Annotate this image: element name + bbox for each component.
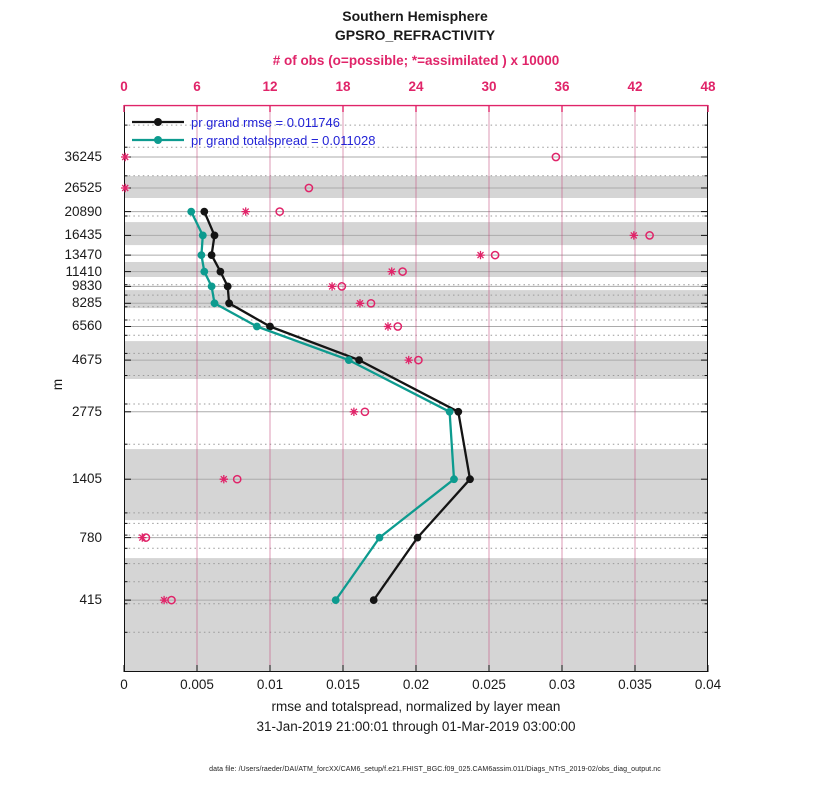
- y-axis-label: m: [50, 378, 66, 391]
- y-tick-label: 4675: [71, 352, 102, 367]
- x-tick-label: 0.015: [326, 677, 360, 692]
- x-tick-label: 0.01: [256, 677, 284, 692]
- bottom-axis-tick-labels: [120, 677, 722, 693]
- legend-label: pr grand rmse = 0.011746: [191, 114, 340, 130]
- legend-line-marker: [130, 133, 186, 147]
- date-range-label: 31-Jan-2019 21:00:01 through 01-Mar-2019 03:00:00: [256, 719, 576, 734]
- obs-axis-tick-label: 42: [627, 79, 643, 94]
- y-tick-label: 1405: [71, 471, 102, 486]
- x-tick-label: 0.03: [548, 677, 576, 692]
- y-tick-label: 26525: [64, 180, 102, 195]
- obs-axis-tick-label: 36: [554, 79, 570, 94]
- plot-area: [124, 105, 708, 672]
- chart-subtitle: GPSRO_REFRACTIVITY: [334, 27, 496, 43]
- obs-axis-tick-label: 48: [700, 79, 716, 94]
- y-tick-label: 20890: [64, 204, 102, 219]
- x-tick-label: 0.025: [472, 677, 506, 692]
- y-tick-label: 8285: [71, 295, 102, 310]
- x-tick-label: 0.005: [180, 677, 214, 692]
- y-tick-label: 13470: [64, 247, 102, 262]
- y-tick-label: 6560: [71, 318, 102, 333]
- x-tick-label: 0.02: [402, 677, 430, 692]
- top-axis-label: # of obs (o=possible; *=assimilated ) x 10000: [272, 53, 560, 68]
- y-tick-label: 36245: [64, 149, 102, 164]
- y-tick-label: 16435: [64, 227, 102, 242]
- top-axis-tick-labels: [120, 79, 716, 96]
- x-tick-label: 0.035: [618, 677, 652, 692]
- legend-label: pr grand totalspread = 0.011028: [191, 132, 376, 148]
- y-tick-label: 780: [79, 530, 102, 545]
- y-tick-label: 415: [79, 592, 102, 607]
- legend-line-marker: [130, 115, 186, 129]
- chart-title: Southern Hemisphere: [342, 8, 488, 24]
- obs-axis-tick-label: 18: [335, 79, 351, 94]
- legend-item: [130, 131, 375, 149]
- legend: [130, 113, 375, 149]
- x-axis-label: rmse and totalspread, normalized by layer mean: [271, 699, 561, 714]
- obs-axis-tick-label: 0: [120, 79, 128, 94]
- x-tick-label: 0: [120, 677, 128, 692]
- obs-axis-tick-label: 24: [408, 79, 424, 94]
- x-tick-label: 0.04: [694, 677, 722, 692]
- legend-item: [130, 113, 375, 131]
- plot-svg: [124, 105, 708, 672]
- obs-axis-tick-label: 6: [193, 79, 201, 94]
- y-tick-label: 11410: [65, 264, 102, 279]
- obs-axis-tick-label: 30: [481, 79, 497, 94]
- data-file-footnote: data file: /Users/raeder/DAI/ATM_forcXX/CAM6_setup/f.e21.FHIST_BGC.f09_025.CAM6assim.011/Diags_NTrS_2019-02/obs_diag_output.nc: [209, 766, 661, 773]
- y-tick-label: 2775: [71, 404, 102, 419]
- y-tick-label: 9830: [71, 278, 102, 293]
- obs-axis-tick-label: 12: [262, 79, 278, 94]
